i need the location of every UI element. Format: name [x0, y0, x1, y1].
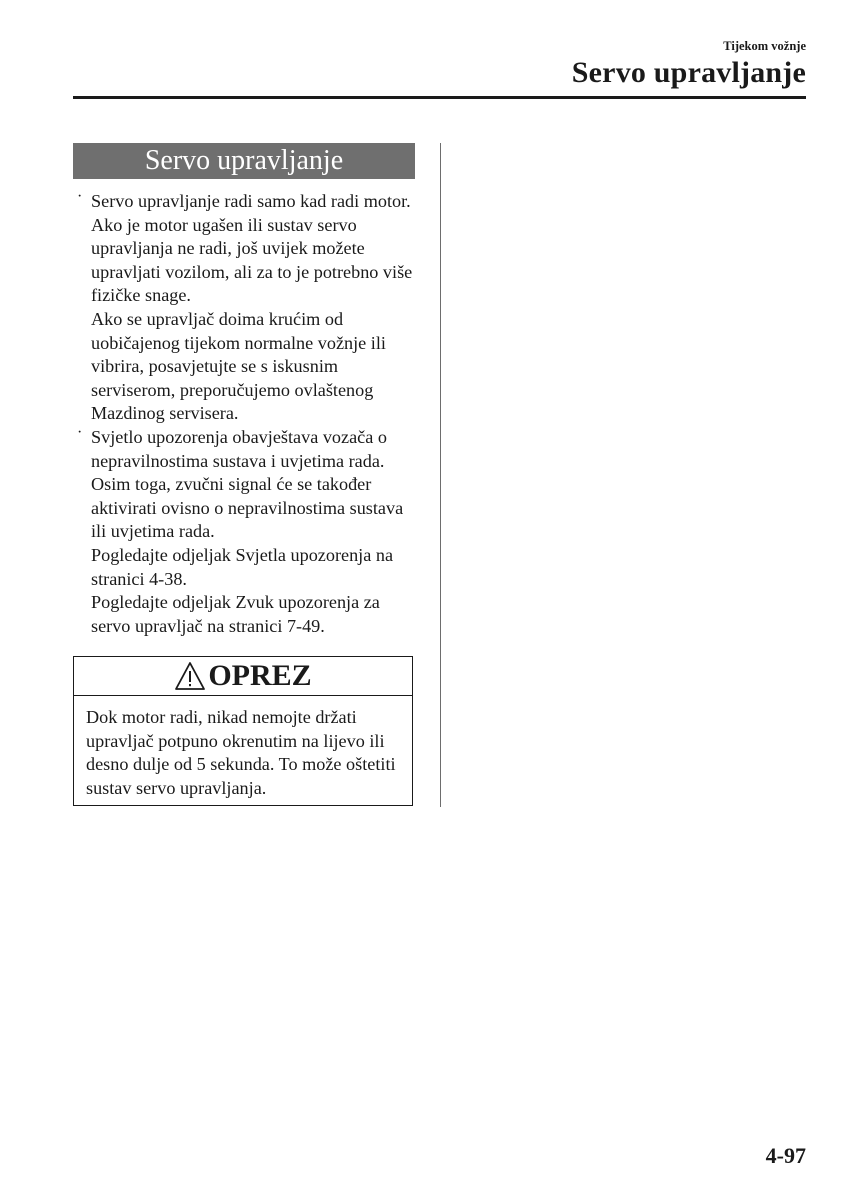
list-item [75, 423, 420, 638]
caution-box [73, 656, 413, 806]
list-item [75, 190, 420, 426]
paragraph: Ako se upravljač doima krućim od uobičajenog tijekom normalne vožnje ili vibrira, posavjetujte se s iskusnim serviserom, preporučujemo ovlaštenog Mazdinog servisera. [91, 308, 386, 424]
paragraph: Pogledajte odjeljak Svjetla upozorenja na stranici 4-38. [91, 544, 394, 589]
page-number: 4-97 [765, 1143, 806, 1168]
caution-text: Dok motor radi, nikad nemojte držati upravljač potpuno okrenutim na lijevo ili desno dulje od 5 sekunda. To može oštetiti sustav servo upravljanja. [86, 707, 396, 798]
body-text [75, 190, 420, 638]
warning-triangle-icon [174, 661, 206, 691]
caution-label: OPREZ [208, 659, 312, 692]
caution-header [74, 657, 412, 696]
paragraph: Svjetlo upozorenja obavještava vozača o nepravilnostima sustava i uvjetima rada. Osim toga, zvučni signal će se također aktivirati ovisno o nepravilnostima sustava ili uvjetima rada. [91, 426, 404, 542]
header-rule [73, 96, 806, 99]
column-divider [440, 143, 441, 807]
section-heading: Servo upravljanje [73, 143, 415, 179]
running-section-label: Tijekom vožnje [723, 39, 806, 53]
bullet-marker: · [77, 188, 83, 205]
running-page-title: Servo upravljanje [571, 56, 806, 89]
bullet-marker: · [77, 423, 83, 441]
paragraph: Pogledajte odjeljak Zvuk upozorenja za servo upravljač na stranici 7-49. [91, 592, 380, 636]
paragraph: Servo upravljanje radi samo kad radi motor. Ako je motor ugašen ili sustav servo upravljanja ne radi, još uvijek možete upravljati vozilom, ali za to je potrebno više fizičke snage. [91, 191, 413, 306]
